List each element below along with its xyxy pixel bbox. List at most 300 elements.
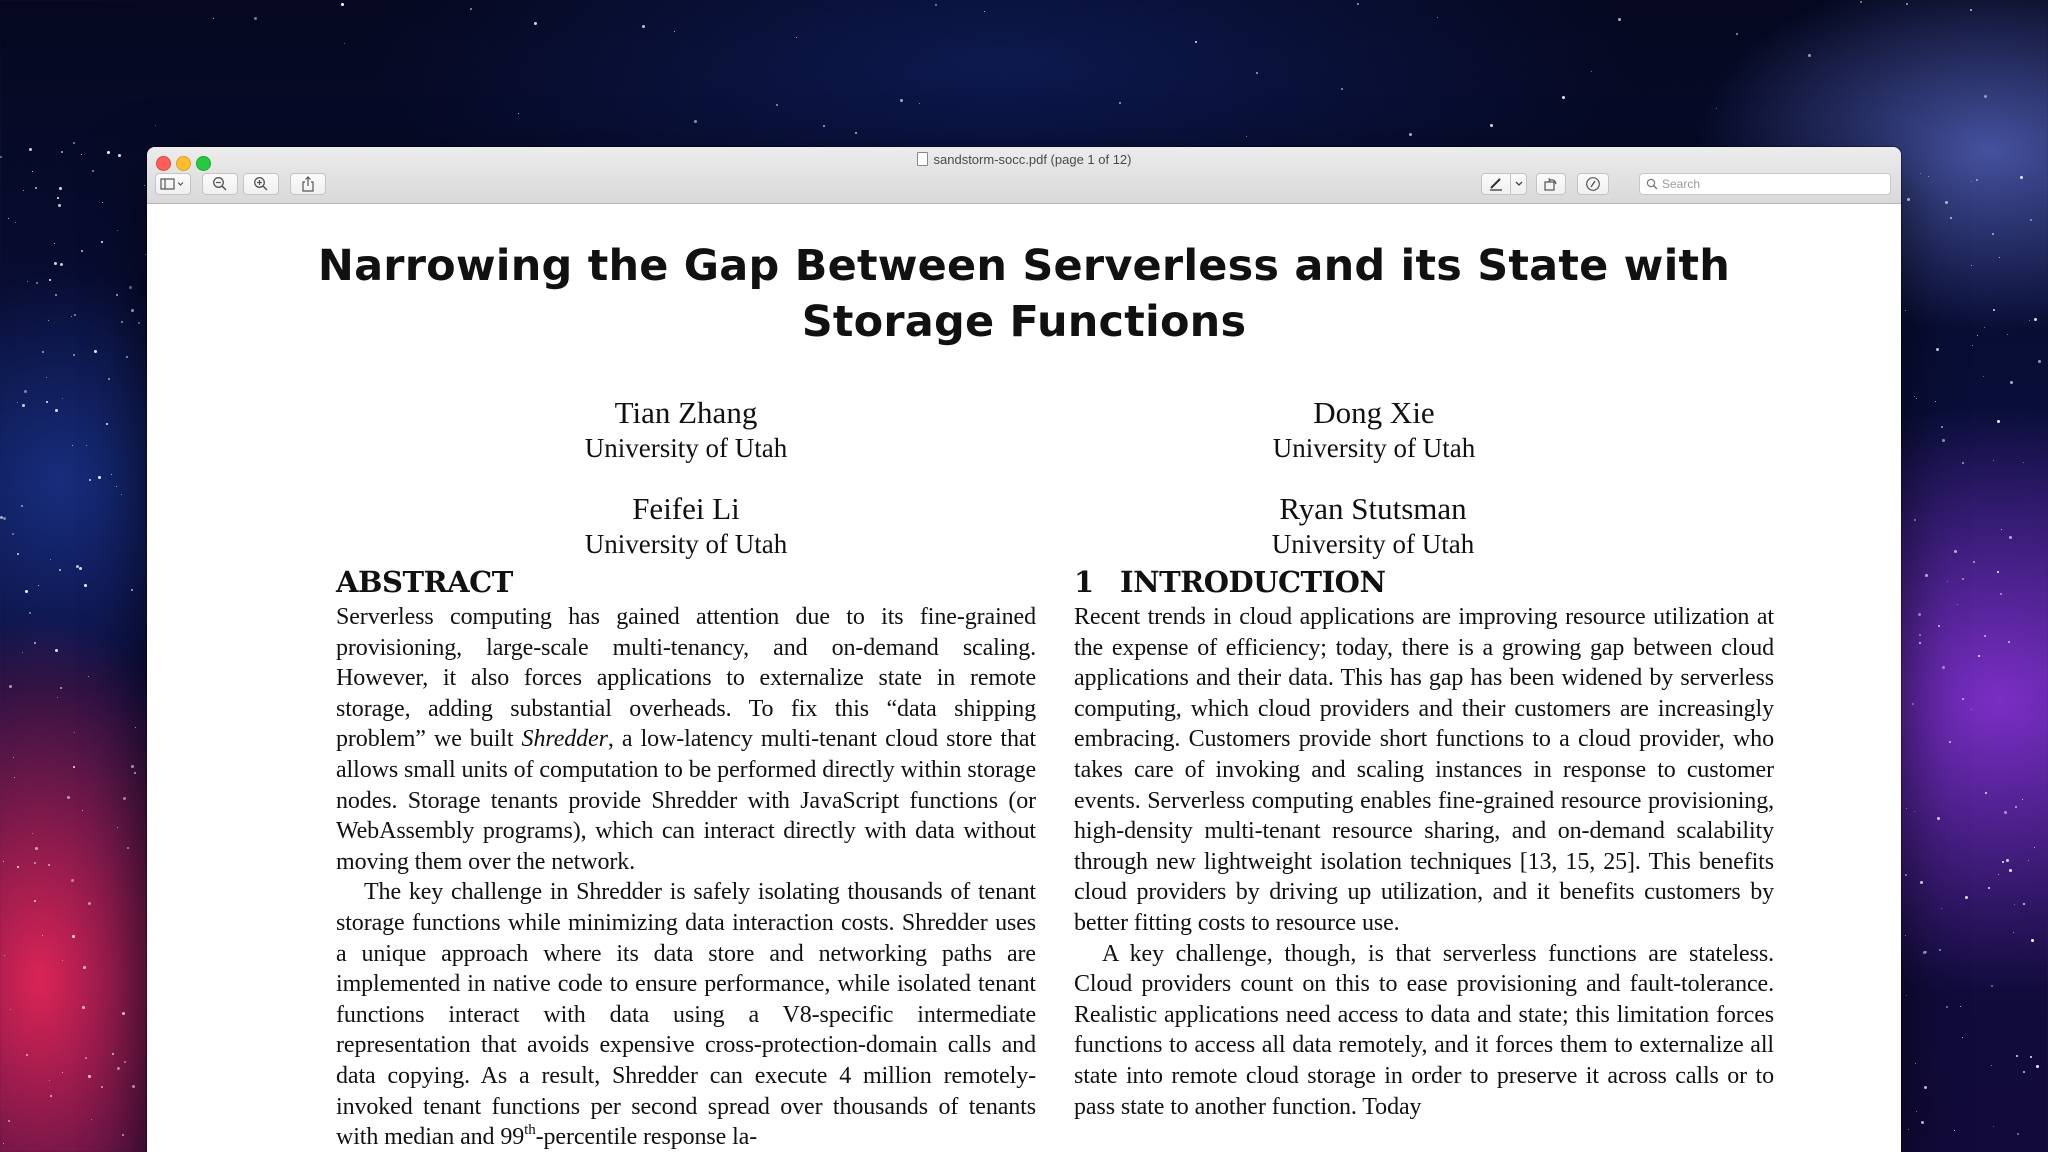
star — [55, 294, 57, 296]
star — [42, 351, 44, 353]
star — [92, 170, 94, 172]
star — [17, 866, 19, 868]
star — [919, 103, 920, 104]
star — [518, 113, 519, 114]
star — [1950, 217, 1952, 219]
star — [1999, 257, 2000, 258]
star — [1991, 1065, 1992, 1066]
star — [1912, 703, 1914, 705]
star — [81, 154, 82, 155]
star — [1920, 881, 1923, 884]
star — [131, 765, 134, 768]
star — [88, 1075, 91, 1078]
author-affiliation: University of Utah — [584, 433, 788, 463]
star — [1906, 808, 1907, 809]
star — [1942, 666, 1945, 669]
star — [1946, 1006, 1948, 1008]
star — [1985, 792, 1987, 794]
star — [2016, 1055, 2018, 1057]
paper-title — [169, 238, 1879, 350]
star — [1935, 401, 1936, 402]
markup-pen-button[interactable] — [1481, 173, 1511, 195]
star — [82, 1006, 85, 1009]
star — [1906, 995, 1907, 996]
star — [101, 241, 103, 243]
star — [1993, 309, 1995, 311]
star — [72, 445, 73, 446]
star — [674, 31, 675, 32]
star — [1992, 233, 1994, 235]
star — [126, 356, 128, 358]
author-name: Feifei Li — [632, 491, 740, 526]
markup-toolbar-button[interactable] — [1577, 173, 1609, 195]
abstract-heading: ABSTRACT — [336, 565, 513, 599]
star — [60, 687, 62, 689]
star — [1978, 655, 1980, 657]
star — [111, 474, 112, 475]
star — [2000, 593, 2002, 595]
introduction-paragraph: Recent trends in cloud applications are improving resource utilization at the expense of efficiency; today, there is a growing gap between cloud applications and their data. This has gap has been widened by serverless computing, which cloud providers and their customers are increasingly embracing. Customers provide short functions to a cloud provider, who takes care of invoking and scaling instances in response to customer events. Serverless computing enables fine-grained resource provisioning, high-density multi-tenant resource sharing, and on-demand scalability through new lightweight isolation techniques [13, 15, 25]. This benefits cloud providers by driving up utilization, and it benefits customers by better fitting costs to resource use. — [1074, 604, 1774, 936]
star — [2023, 462, 2024, 463]
star — [1562, 96, 1565, 99]
star — [25, 590, 28, 593]
star — [15, 222, 16, 223]
star — [1976, 179, 1978, 181]
star — [1919, 642, 1921, 644]
star — [1437, 17, 1438, 18]
star — [62, 1072, 63, 1073]
star — [42, 935, 43, 936]
star — [98, 476, 101, 479]
star — [86, 445, 87, 446]
author-affiliation: University of Utah — [584, 529, 788, 559]
star — [1993, 1126, 1994, 1127]
star — [1341, 88, 1343, 90]
star — [1942, 439, 1945, 442]
star — [118, 154, 121, 157]
star — [1991, 985, 1993, 987]
paper-title-line-1: Narrowing the Gap Between Serverless and its State with — [317, 241, 1731, 291]
pdf-document-icon — [917, 152, 928, 166]
star — [8, 1120, 10, 1122]
share-icon — [301, 176, 315, 192]
star — [129, 286, 132, 289]
star — [2007, 334, 2008, 335]
star — [54, 243, 55, 244]
title-bar[interactable] — [147, 147, 1901, 204]
star — [121, 494, 122, 495]
star — [341, 3, 344, 6]
zoom-out-icon — [212, 176, 228, 192]
rotate-button[interactable] — [1536, 173, 1566, 195]
star — [1490, 124, 1493, 127]
star — [470, 8, 472, 10]
star — [0, 156, 2, 158]
star — [155, 125, 156, 126]
star — [1960, 1006, 1961, 1007]
star — [1947, 581, 1948, 582]
star — [89, 479, 91, 481]
section-title: INTRODUCTION — [1120, 565, 1386, 599]
star — [1914, 811, 1915, 812]
star — [2009, 536, 2012, 539]
star — [1195, 41, 1197, 43]
abstract-paragraph — [336, 602, 1036, 877]
star — [1971, 709, 1972, 710]
star — [1915, 1063, 1916, 1064]
share-button[interactable] — [290, 173, 326, 195]
star — [26, 1054, 28, 1056]
abstract-text: , a low-latency multi-tenant cloud store that allows small units of computation to be performed directly within storage nodes. Storage tenants provide Shredder with JavaScript functions (or WebAssembly programs), which can interact directly with data without moving them over the network. — [336, 726, 1036, 875]
section-number: 1 — [1074, 565, 1094, 599]
zoom-in-button[interactable] — [243, 173, 279, 195]
star — [21, 505, 23, 507]
window-title — [147, 151, 1901, 169]
star — [1918, 613, 1921, 616]
author-affiliation: University of Utah — [1271, 529, 1475, 559]
star — [1997, 571, 1999, 573]
star — [74, 314, 76, 316]
star — [102, 202, 103, 203]
star — [117, 1067, 120, 1070]
star — [2038, 360, 2041, 363]
star — [1591, 71, 1592, 72]
star — [81, 250, 83, 252]
rotate-icon — [1543, 176, 1559, 192]
star — [1984, 635, 1986, 637]
star — [122, 1012, 125, 1015]
star — [46, 377, 47, 378]
author-block — [476, 395, 896, 465]
star — [131, 309, 134, 312]
star — [900, 99, 903, 102]
star — [38, 585, 39, 586]
author-name: Ryan Stutsman — [1279, 491, 1467, 526]
star — [10, 1009, 11, 1010]
author-block — [1164, 395, 1584, 465]
star — [1983, 376, 1984, 377]
star — [84, 584, 87, 587]
star — [34, 642, 36, 644]
star — [2013, 932, 2014, 933]
star — [1954, 1130, 1955, 1131]
star — [36, 282, 38, 284]
star — [144, 185, 145, 186]
introduction-paragraph: A key challenge, though, is that serverless functions are stateless. Cloud providers count on this to ease provisioning and fault-tolerance. Realistic applications need access to data and state; this limitation forces functions to access all data remotely, and it forces them to externalize all state into remote cloud storage in order to preserve it across calls or to pass state to another function. Today — [1074, 940, 1774, 1120]
star — [82, 810, 83, 811]
star — [134, 772, 136, 774]
star — [4, 955, 5, 956]
star — [14, 777, 15, 778]
star — [12, 533, 14, 535]
star — [1736, 33, 1738, 35]
star — [106, 423, 108, 425]
star — [1971, 265, 1972, 266]
star — [1119, 102, 1121, 104]
star — [46, 401, 48, 403]
star — [62, 398, 63, 399]
chevron-down-icon — [1514, 180, 1524, 188]
star — [23, 190, 24, 191]
star — [2023, 903, 2025, 905]
star — [2004, 811, 2007, 814]
star — [2022, 799, 2023, 800]
star — [254, 17, 257, 20]
star — [1998, 874, 1999, 875]
star — [2020, 176, 2023, 179]
star — [67, 796, 70, 799]
search-icon — [1646, 178, 1658, 190]
star — [88, 676, 89, 677]
star — [8, 218, 9, 219]
abstract-italic-text: Shredder — [521, 726, 608, 753]
star — [1907, 198, 1910, 201]
star — [2030, 1056, 2032, 1058]
author-name: Tian Zhang — [614, 395, 758, 430]
star — [131, 589, 133, 591]
star — [57, 697, 58, 698]
star — [73, 142, 75, 144]
markup-options-dropdown[interactable] — [1510, 173, 1527, 195]
star — [88, 902, 91, 905]
star — [73, 766, 75, 768]
star — [13, 757, 14, 758]
star — [72, 935, 75, 938]
star — [2029, 320, 2030, 321]
star — [3, 861, 4, 862]
star — [22, 652, 23, 653]
star — [59, 187, 62, 190]
abstract-text: Serverless computing has gained attention due to its fine-grained provisioning, large-scale multi-tenancy, and on-demand scaling. However, it also forces applications to externalize state in remote storage, adding substantial overheads. To fix this “data shipping problem” we built — [336, 604, 1036, 753]
star — [1246, 136, 1247, 137]
star — [59, 569, 61, 571]
star — [48, 864, 50, 866]
star — [61, 151, 63, 153]
star — [1924, 1086, 1927, 1089]
star — [2015, 806, 2017, 808]
sidebar-toggle-button[interactable] — [155, 173, 191, 195]
star — [3, 517, 6, 520]
star — [1993, 460, 1994, 461]
star — [116, 486, 117, 487]
star — [2009, 869, 2012, 872]
introduction-column — [1074, 562, 1774, 1122]
star — [2002, 861, 2004, 863]
star — [27, 281, 28, 282]
star — [823, 125, 825, 127]
star — [85, 1057, 87, 1059]
star — [76, 565, 79, 568]
author-name: Dong Xie — [1313, 395, 1435, 430]
abstract-column — [336, 562, 1036, 1152]
abstract-paragraph — [336, 877, 1036, 1152]
star — [62, 960, 63, 961]
star — [776, 104, 778, 106]
star — [117, 827, 118, 828]
star — [855, 132, 857, 134]
star — [3, 1143, 4, 1144]
star — [49, 1080, 50, 1081]
star — [1920, 173, 1921, 174]
star — [22, 404, 25, 407]
star — [984, 11, 985, 12]
star — [1936, 348, 1939, 351]
star — [1905, 935, 1906, 936]
star — [91, 1119, 92, 1120]
star — [1962, 1037, 1963, 1038]
star — [1937, 817, 1940, 820]
star — [71, 879, 74, 882]
star — [1409, 133, 1412, 136]
star — [796, 37, 797, 38]
author-block — [1163, 491, 1583, 561]
star — [17, 402, 18, 403]
star — [1716, 108, 1717, 109]
star — [54, 262, 57, 265]
star — [1984, 95, 1987, 98]
star — [71, 316, 72, 317]
star — [48, 320, 49, 321]
star — [1256, 72, 1258, 74]
star — [9, 685, 12, 688]
star — [55, 649, 58, 652]
star — [1908, 1129, 1909, 1130]
star — [213, 18, 214, 19]
star — [344, 43, 345, 44]
zoom-in-icon — [253, 176, 269, 192]
star — [1905, 874, 1907, 876]
star — [2023, 1071, 2025, 1073]
star — [1962, 698, 1964, 700]
star — [2014, 904, 2015, 905]
star — [534, 22, 537, 25]
star — [2034, 318, 2037, 321]
paper-title-line-2: Storage Functions — [801, 297, 1247, 347]
star — [1925, 574, 1928, 577]
star — [2030, 219, 2032, 221]
star — [112, 1053, 114, 1055]
star — [49, 279, 51, 281]
sidebar-icon — [160, 178, 186, 190]
search-field[interactable] — [1639, 173, 1891, 195]
abstract-text: -percentile response la- — [535, 1124, 758, 1151]
star — [2028, 860, 2029, 861]
star — [1808, 54, 1811, 57]
pdf-page[interactable] — [169, 204, 1879, 1152]
star — [1938, 625, 1940, 627]
introduction-heading — [1074, 562, 1774, 602]
star — [1916, 1111, 1917, 1112]
star — [1618, 18, 1621, 21]
star — [1945, 201, 1948, 204]
star — [1962, 578, 1964, 580]
star — [34, 900, 36, 902]
star — [1954, 550, 1957, 553]
star — [2006, 859, 2009, 862]
preview-window — [147, 147, 1901, 1152]
star — [35, 847, 38, 850]
star — [1973, 561, 1975, 563]
star — [1962, 462, 1964, 464]
star — [642, 25, 645, 28]
zoom-out-button[interactable] — [202, 173, 238, 195]
author-affiliation: University of Utah — [1272, 433, 1476, 463]
star — [35, 187, 37, 189]
star — [2036, 1065, 2039, 1068]
star — [55, 409, 58, 412]
star — [127, 847, 129, 849]
star — [60, 263, 63, 266]
star — [935, 4, 937, 6]
star — [138, 322, 140, 324]
star — [121, 321, 123, 323]
star — [1914, 519, 1916, 521]
markup-icon — [1585, 176, 1601, 192]
star — [1988, 887, 1990, 889]
star — [83, 966, 86, 969]
star — [1906, 3, 1908, 5]
star — [107, 151, 110, 154]
star — [1984, 327, 1985, 328]
search-input[interactable] — [1662, 175, 1882, 193]
star — [32, 171, 33, 172]
star — [1905, 310, 1906, 311]
star — [57, 197, 59, 199]
star — [1957, 604, 1958, 605]
star — [94, 350, 97, 353]
star — [123, 797, 126, 800]
star — [1965, 896, 1968, 899]
star — [122, 1134, 124, 1136]
star — [50, 559, 51, 560]
star — [24, 390, 27, 393]
star — [1919, 634, 1921, 636]
star — [17, 553, 19, 555]
star — [1860, 1, 1862, 3]
star — [1970, 9, 1972, 11]
star — [2010, 381, 2013, 384]
star — [135, 727, 136, 728]
star — [124, 1061, 126, 1063]
abstract-text: The key challenge in Shredder is safely isolating thousands of tenant storage functions while minimizing data interaction costs. Shredder uses a unique approach where its data store and networking paths are implemented in native code to ensure performance, while isolated tenant functions interact with data using a V8-specific intermediate representation that avoids expensive cross-protection-domain calls and data copying. As a result, Shredder can execute 4 million remotely-invoked tenant functions per second spread over thousands of tenants with median and 99 — [336, 879, 1036, 1151]
star — [74, 732, 75, 733]
star — [2001, 529, 2002, 530]
star — [1921, 1121, 1924, 1124]
star — [73, 354, 75, 356]
star — [1971, 181, 1972, 182]
star — [101, 1086, 103, 1088]
star — [29, 612, 31, 614]
star — [694, 120, 697, 123]
star — [1977, 335, 1978, 336]
star — [1949, 741, 1951, 743]
star — [1972, 345, 1973, 346]
star — [1928, 176, 1929, 177]
star — [2017, 1133, 2019, 1135]
star — [79, 567, 82, 570]
superscript-text: th — [524, 1122, 536, 1139]
star — [34, 862, 36, 864]
star — [1357, 3, 1359, 5]
author-block — [476, 491, 896, 561]
star — [58, 204, 61, 207]
star — [1941, 908, 1942, 909]
star — [32, 833, 33, 834]
star — [2008, 641, 2010, 643]
star — [2031, 939, 2034, 942]
star — [117, 230, 118, 231]
star — [132, 1085, 135, 1088]
